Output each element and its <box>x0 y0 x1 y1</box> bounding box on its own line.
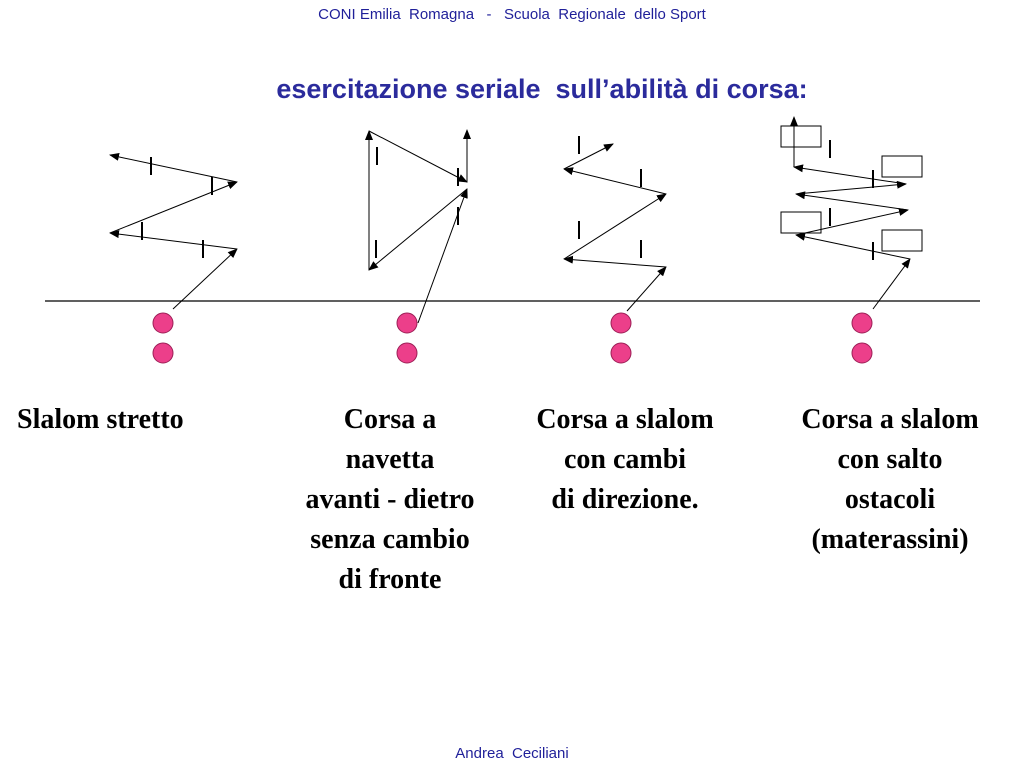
caption-line: di fronte <box>338 564 442 595</box>
athlete-markers <box>153 313 872 363</box>
athlete-dot <box>153 343 173 363</box>
athlete-dot <box>397 343 417 363</box>
caption-line: Corsa a slalom <box>536 404 714 435</box>
caption-slalom-stretto <box>0 400 240 440</box>
athlete-dot <box>153 313 173 333</box>
path-arrow <box>564 144 613 169</box>
diagram-slalom-stretto <box>110 155 237 309</box>
diagram-slalom-ostacoli <box>781 117 922 309</box>
path-arrow <box>796 210 908 235</box>
header-text: CONI Emilia Romagna - Scuola Regionale dello Sport <box>318 6 706 23</box>
athlete-dot <box>852 343 872 363</box>
caption-slalom-ostacoli <box>765 400 1015 560</box>
athlete-dot <box>611 343 631 363</box>
path-arrow <box>110 182 237 233</box>
caption-line: Corsa a <box>343 404 437 435</box>
path-arrow <box>369 131 467 182</box>
caption-line: (materassini) <box>811 524 969 555</box>
caption-line: Corsa a slalom <box>801 404 979 435</box>
path-arrow <box>110 233 237 249</box>
caption-line: avanti - dietro <box>305 484 475 515</box>
footer-author: Andrea Ceciliani <box>455 745 569 762</box>
caption-line: ostacoli <box>844 484 936 515</box>
mat-obstacle <box>781 126 821 147</box>
caption-line: Slalom stretto <box>17 404 184 435</box>
caption-corsa-navetta <box>265 400 515 600</box>
path-arrow <box>110 155 237 182</box>
caption-line: con salto <box>837 444 943 475</box>
mat-obstacle <box>882 230 922 251</box>
path-arrow <box>796 194 908 210</box>
path-arrow <box>564 169 666 194</box>
caption-line: senza cambio <box>310 524 470 555</box>
diagram-corsa-navetta <box>369 130 467 323</box>
caption-line: navetta <box>345 444 435 475</box>
path-arrow <box>794 167 906 184</box>
path-arrow <box>173 249 237 309</box>
path-arrow <box>564 259 666 267</box>
caption-line: di direzione. <box>551 484 699 515</box>
caption-line: con cambi <box>563 444 687 475</box>
diagram-slalom-cambi <box>564 136 666 311</box>
mat-obstacle <box>781 212 821 233</box>
path-arrow <box>796 235 910 259</box>
caption-slalom-cambi <box>505 400 745 520</box>
athlete-dot <box>397 313 417 333</box>
mat-obstacle <box>882 156 922 177</box>
athlete-dot <box>852 313 872 333</box>
path-arrow <box>627 267 666 311</box>
slide-title: esercitazione seriale sull’abilità di corsa: <box>276 74 808 104</box>
path-arrow <box>796 184 906 194</box>
athlete-dot <box>611 313 631 333</box>
